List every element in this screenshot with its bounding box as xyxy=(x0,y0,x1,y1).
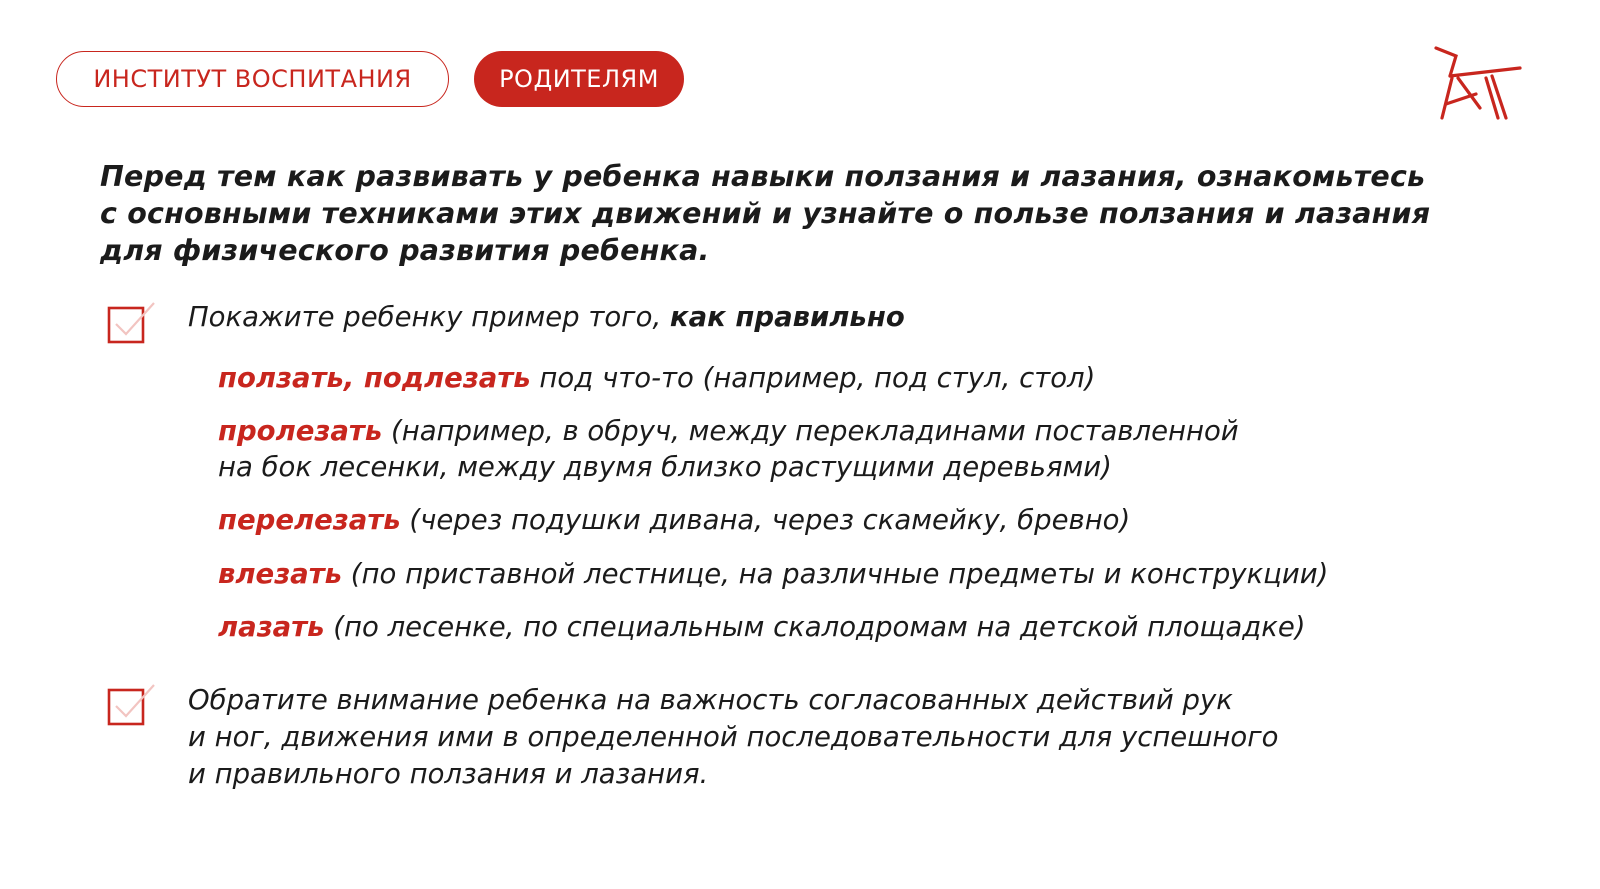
subitem-text: под что-то (например, под стул, стол) xyxy=(530,362,1096,394)
item2-line: и ног, движения ими в определенной последовательности для успешного xyxy=(188,721,1279,753)
subitem-climb-in xyxy=(218,556,1328,592)
parents-badge[interactable]: РОДИТЕЛЯМ xyxy=(474,51,684,107)
subitem-climb-over xyxy=(218,502,1130,538)
subitem-keyword: влезать xyxy=(218,558,343,590)
chair-logo-icon xyxy=(1428,42,1524,122)
subitem-text: (через подушки дивана, через скамейку, бревно) xyxy=(400,504,1131,536)
subitem-keyword: перелезать xyxy=(218,504,401,536)
intro-line: с основными техниками этих движений и узнайте о пользе ползания и лазания xyxy=(100,197,1431,230)
checkbox-checked-icon xyxy=(106,302,158,346)
item1-text: Покажите ребенку пример того, xyxy=(188,301,670,333)
subitem-climb xyxy=(218,609,1306,645)
item1-bold: как правильно xyxy=(669,301,905,333)
subitem-text: (например, в обруч, между перекладинами поставленной xyxy=(382,415,1239,447)
subitem-keyword: ползать, подлезать xyxy=(218,362,531,394)
subitem-text: на бок лесенки, между двумя близко растущими деревьями) xyxy=(218,451,1112,483)
institute-badge[interactable]: ИНСТИТУТ ВОСПИТАНИЯ xyxy=(56,51,449,107)
subitem-crawl xyxy=(218,360,1095,396)
item2-line: и правильного ползания и лазания. xyxy=(188,758,709,790)
subitem-get-through xyxy=(218,413,1239,485)
intro-line: для физического развития ребенка. xyxy=(100,234,710,267)
intro-line: Перед тем как развивать у ребенка навыки ползания и лазания, ознакомьтесь xyxy=(100,160,1426,193)
checklist-item-coordination xyxy=(188,682,1388,793)
checkbox-checked-icon xyxy=(106,684,158,728)
subitem-keyword: пролезать xyxy=(218,415,383,447)
intro-paragraph xyxy=(100,158,1430,269)
subitem-keyword: лазать xyxy=(218,611,325,643)
subitem-text: (по лесенке, по специальным скалодромам на детской площадке) xyxy=(324,611,1306,643)
item2-line: Обратите внимание ребенка на важность согласованных действий рук xyxy=(188,684,1233,716)
subitem-text: (по приставной лестнице, на различные предметы и конструкции) xyxy=(342,558,1329,590)
checklist-item-show-example xyxy=(188,299,905,336)
